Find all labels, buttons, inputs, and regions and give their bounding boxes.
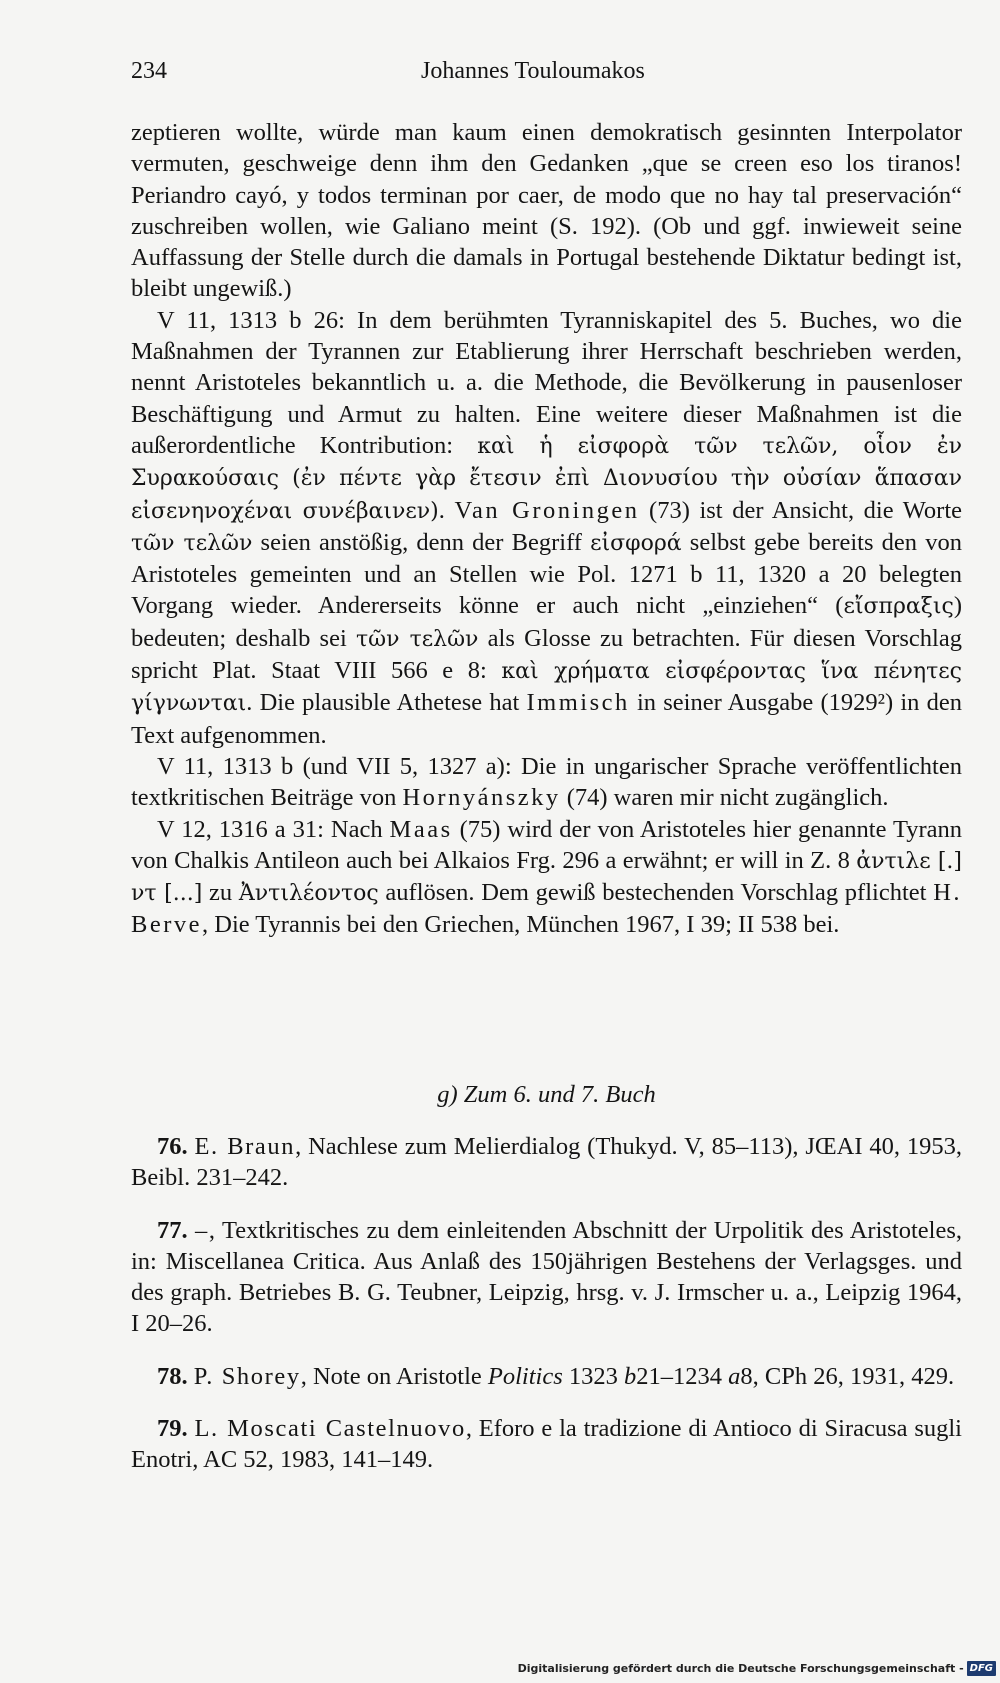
digitization-footer <box>518 1657 996 1679</box>
reference-text: 21–1234 <box>636 1362 729 1390</box>
reference-author: P. Shorey <box>193 1362 301 1390</box>
reference-number: 79. <box>157 1415 188 1443</box>
greek-term: ἀντιλε [.] ντ [...] <box>131 848 962 907</box>
reference-number: 77. <box>157 1216 188 1244</box>
text-run: (73) ist der Ansicht, die Worte <box>639 496 962 524</box>
text-run: als Glosse zu betrachten. Für diesen Vorschlag spricht Plat. Staat VIII 566 e 8: <box>131 624 962 685</box>
paragraph-4 <box>131 814 962 941</box>
section-heading: g) Zum 6. und 7. Buch <box>437 1081 656 1108</box>
text-run: ) bedeuten; deshalb sei <box>131 592 962 652</box>
author-name: Van Groningen <box>454 496 640 524</box>
reference-text: 8, CPh 26, 1931, 429. <box>740 1362 955 1390</box>
reference-author: L. Moscati Castelnuovo <box>194 1415 466 1443</box>
reference-text: , Nachlese zum Melierdialog (Thukyd. V, 85–113), JŒAI 40, 1953, Beibl. 231–242. <box>131 1133 962 1192</box>
text-run: V 12, 1316 a 31: Nach <box>157 815 390 843</box>
greek-term: τῶν τελῶν <box>356 626 479 652</box>
reference-italic: b <box>623 1362 637 1390</box>
reference-text: , Note on Aristotle <box>300 1362 488 1390</box>
footer-credit: Digitalisierung gefördert durch die Deutsche Forschungsgemeinschaft - <box>517 1661 964 1675</box>
text-run: (75) wird der von Aristoteles hier genannte Tyrann von Chalkis Antileon auch bei Alkaios Frg. 296 a erwähnt; er will in Z. 8 <box>131 815 963 874</box>
reference-title-italic: Politics <box>487 1362 563 1390</box>
text-run: in seiner Ausgabe (1929²) in den Text aufgenommen. <box>131 689 962 749</box>
reference-author: – <box>195 1216 209 1244</box>
greek-term: εἰσφορά <box>590 530 682 556</box>
running-head-author: Johannes Touloumakos <box>421 58 645 84</box>
greek-term: τῶν τελῶν <box>131 530 253 556</box>
greek-term: εἴσπραξις <box>843 594 954 620</box>
reference-italic: a <box>728 1362 741 1390</box>
author-name: Immisch <box>526 689 630 717</box>
main-text <box>131 117 962 941</box>
text-run: , Die Tyrannis bei den Griechen, München 1967, I 39; II 538 bei. <box>202 911 840 939</box>
reference-author: E. Braun <box>194 1133 296 1160</box>
reference-text: 1323 <box>562 1362 624 1390</box>
author-name: H. Berve <box>131 879 963 939</box>
reference-text: , Textkritisches zu dem einleitenden Abschnitt der Urpolitik des Aristoteles, in: Miscellanea Critica. Aus Anlaß des 150jährigen Bestehens der Verlagsges. und des graph. Betriebes B. G. Teubner, Leipzig, hrsg. v. J. Irmscher u. a., Leipzig 1964, I 20–26. <box>131 1216 962 1338</box>
reference-text: , Eforo e la tradizione di Antioco di Siracusa sugli Enotri, AC 52, 1983, 141–149. <box>131 1415 962 1474</box>
reference-item <box>131 1131 962 1194</box>
reference-item <box>131 1215 962 1340</box>
greek-quote: καὶ ἡ εἰσφορὰ τῶν τελῶν, οἷον ἐν Συρακούσαις (ἐν πέντε γὰρ ἔτεσιν ἐπὶ Διονυσίου τὴν οὐσίαν ἅπασαν εἰσενηνοχέναι συνέβαινεν) <box>131 433 963 524</box>
greek-term: Ἀντιλέοντος <box>238 881 379 907</box>
text-run: (74) waren mir nicht zugänglich. <box>560 784 889 812</box>
reference-number: 76. <box>157 1133 188 1160</box>
text-run: selbst gebe bereits den von Aristoteles gemeinten und an Stellen wie Pol. 1271 b 11, 1320 a 20 belegten Vorgang wieder. Andererseits könne er auch nicht „einziehen“ ( <box>131 528 962 620</box>
text-run: V 11, 1313 b 26: In dem berühmten Tyranniskapitel des 5. Buches, wo die Maßnahmen der Tyrannen zur Etablierung ihrer Herrschaft beschrieben werden, nennt Aristoteles bekanntlich u. a. die Methode, die Bevölkerung in pausenloser Beschäftigung und Armut zu halten. Eine weitere dieser Maßnahmen ist die außerordentliche Kontribution: <box>131 306 962 459</box>
page-number: 234 <box>131 58 167 84</box>
dfg-logo: DFG <box>967 1661 996 1676</box>
reference-item <box>131 1361 962 1392</box>
reference-item <box>131 1413 962 1476</box>
paragraph-1: zeptieren wollte, würde man kaum einen demokratisch gesinnten Interpolator vermuten, geschweige denn ihm den Gedanken „que se creen eso los tiranos! Periandro cayó, y todos terminan por caer, de modo que no hay tal preservación“ zuschreiben wollen, wie Galiano meint (S. 192). (Ob und ggf. inwieweit seine Auffassung der Stelle durch die damals in Portugal bestehende Diktatur bedingt ist, bleibt ungewiß.) <box>131 119 962 303</box>
text-run: seien anstößig, denn der Begriff <box>252 528 591 556</box>
text-run: auflösen. Dem gewiß bestechenden Vorschlag pflichtet <box>378 879 934 907</box>
reference-number: 78. <box>157 1362 188 1390</box>
author-name: Maas <box>389 815 453 843</box>
greek-quote: καὶ χρήματα εἰσφέροντας ἵνα πένητες γίγνωνται <box>131 659 962 717</box>
text-run: V 11, 1313 b (und VII 5, 1327 a): Die in ungarischer Sprache veröffentlichten textkritischen Beiträge von <box>131 752 962 812</box>
text-run: zu <box>202 879 239 907</box>
paragraph-2 <box>131 305 962 751</box>
reference-list <box>131 1131 962 1497</box>
author-name: Hornyánszky <box>402 784 561 812</box>
text-run: . <box>438 496 455 524</box>
paragraph-3 <box>131 751 962 814</box>
text-run: . Die plausible Athetese hat <box>246 689 527 717</box>
